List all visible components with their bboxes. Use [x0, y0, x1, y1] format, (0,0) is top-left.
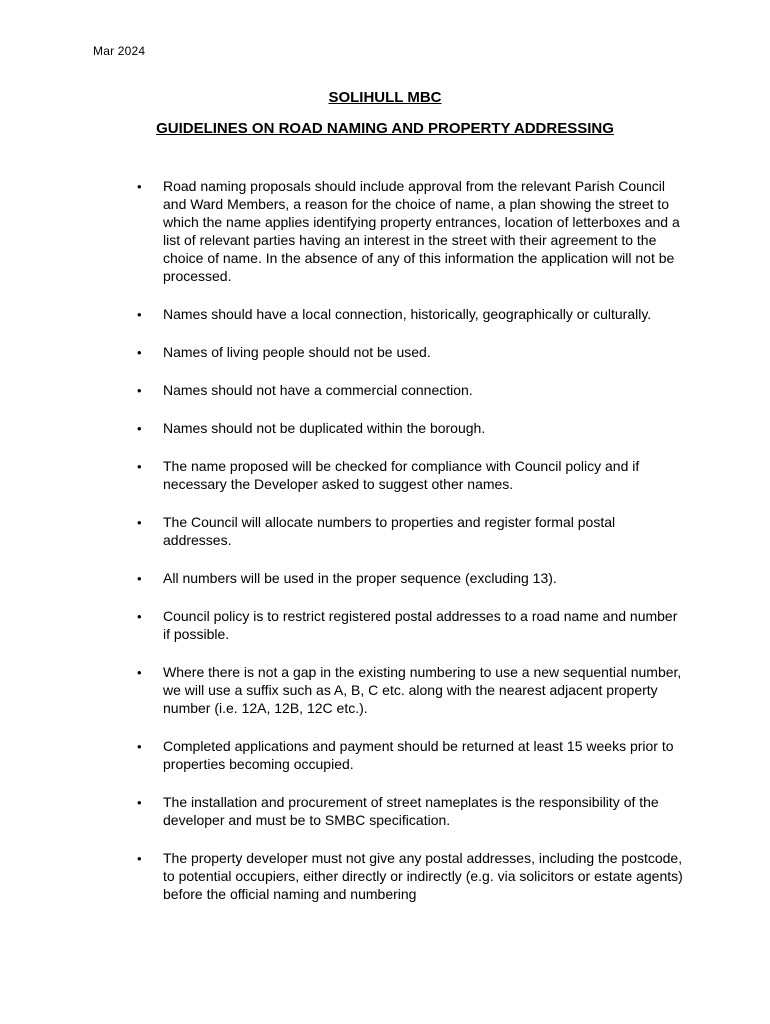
guidelines-list: [0, 177, 770, 923]
guideline-text: Completed applications and payment should be returned at least 15 weeks prior to properties becoming occupied.: [163, 738, 674, 772]
bullet-icon: •: [137, 739, 142, 754]
guideline-item: [0, 513, 770, 549]
guideline-item: [0, 793, 770, 829]
document-title: GUIDELINES ON ROAD NAMING AND PROPERTY ADDRESSING: [156, 120, 614, 137]
bullet-icon: •: [137, 665, 142, 680]
guideline-text: The installation and procurement of street nameplates is the responsibility of the developer and must be to SMBC specification.: [163, 794, 659, 828]
guideline-text: Where there is not a gap in the existing numbering to use a new sequential number, we will use a suffix such as A, B, C etc. along with the nearest adjacent property number (i.e. 12A, 12B, 12C etc.).: [163, 664, 682, 716]
guideline-item: [0, 343, 770, 361]
guideline-text: Names should not be duplicated within the borough.: [163, 420, 486, 436]
guideline-text: Names of living people should not be used.: [163, 344, 431, 360]
guideline-text: Council policy is to restrict registered postal addresses to a road name and number if possible.: [163, 608, 678, 642]
guideline-text: All numbers will be used in the proper sequence (excluding 13).: [163, 570, 557, 586]
bullet-icon: •: [137, 345, 142, 360]
document-date: Mar 2024: [93, 44, 146, 58]
guideline-item: [0, 457, 770, 493]
bullet-icon: •: [137, 307, 142, 322]
guideline-text: The Council will allocate numbers to properties and register formal postal addresses.: [163, 514, 616, 548]
bullet-icon: •: [137, 571, 142, 586]
guideline-item: [0, 607, 770, 643]
guideline-item: [0, 177, 770, 285]
guideline-item: [0, 419, 770, 437]
guideline-text: The name proposed will be checked for compliance with Council policy and if necessary the Developer asked to suggest other names.: [163, 458, 640, 492]
guideline-text: Road naming proposals should include approval from the relevant Parish Council and Ward Members, a reason for the choice of name, a plan showing the street to which the name applies identifying property entrances, location of letterboxes and a list of relevant parties having an interest in the street with their agreement to the choice of name. In the absence of any of this information the application will not be processed.: [163, 178, 680, 284]
guideline-item: [0, 849, 770, 903]
bullet-icon: •: [137, 515, 142, 530]
guideline-item: [0, 569, 770, 587]
guideline-text: Names should not have a commercial connection.: [163, 382, 473, 398]
bullet-icon: •: [137, 421, 142, 436]
bullet-icon: •: [137, 383, 142, 398]
guideline-text: Names should have a local connection, historically, geographically or culturally.: [163, 306, 652, 322]
guideline-item: [0, 737, 770, 773]
bullet-icon: •: [137, 851, 142, 866]
bullet-icon: •: [137, 459, 142, 474]
bullet-icon: •: [137, 609, 142, 624]
guideline-text: The property developer must not give any postal addresses, including the postcode, to potential occupiers, either directly or indirectly (e.g. via solicitors or estate agents) before the official naming and numbering: [163, 850, 683, 902]
organization-title: SOLIHULL MBC: [328, 89, 442, 106]
guideline-item: [0, 381, 770, 399]
bullet-icon: •: [137, 795, 142, 810]
bullet-icon: •: [137, 179, 142, 194]
guideline-item: [0, 663, 770, 717]
guideline-item: [0, 305, 770, 323]
